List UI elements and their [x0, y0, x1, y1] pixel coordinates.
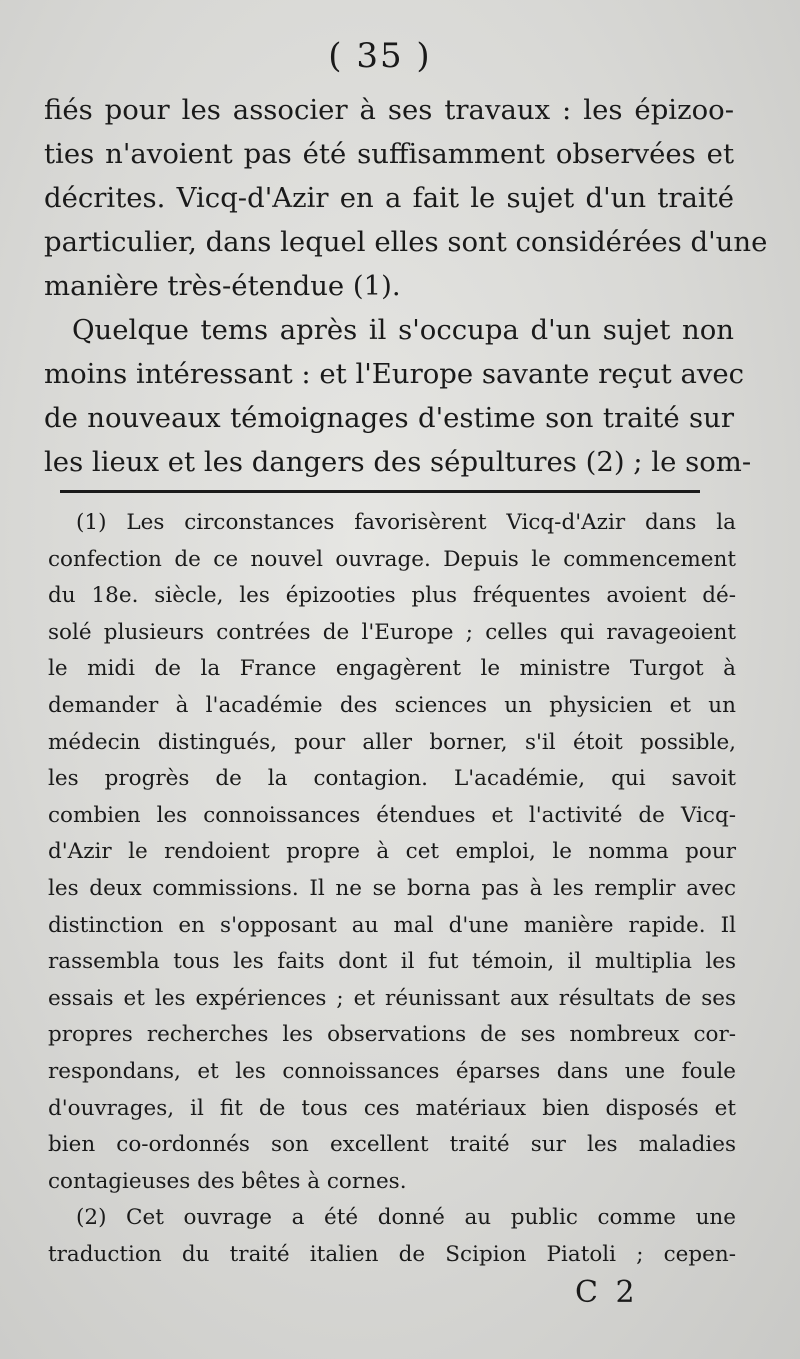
main-text — [44, 88, 768, 484]
text-line: décrites. Vicq-d'Azir en a fait le sujet d'un traité — [44, 182, 734, 214]
text-line: Quelque tems après il s'occupa d'un sujet non — [72, 314, 734, 346]
signature-mark: C 2 — [575, 1275, 639, 1310]
footnote-line: médecin distingués, pour aller borner, s'il étoit possible, — [48, 729, 736, 755]
text-line: les lieux et les dangers des sépultures (2) ; le som- — [44, 446, 752, 478]
footnote-line: demander à l'académie des sciences un physicien et un — [48, 692, 736, 718]
footnote-line: combien les connoissances étendues et l'activité de Vicq- — [48, 802, 736, 828]
footnote-line: d'Azir le rendoient propre à cet emploi, le nomma pour — [48, 839, 736, 865]
footnote-line: du 18e. siècle, les épizooties plus fréquentes avoient dé- — [48, 583, 736, 609]
footnote-line: le midi de la France engagèrent le ministre Turgot à — [48, 656, 736, 682]
text-line: moins intéressant : et l'Europe savante reçut avec — [44, 358, 745, 390]
footnote-line: (1) Les circonstances favorisèrent Vicq-d'Azir dans la — [76, 510, 736, 535]
footnote-line: bien co-ordonnés son excellent traité sur les maladies — [48, 1132, 736, 1158]
footnote-line: d'ouvrages, il fit de tous ces matériaux bien disposés et — [48, 1095, 736, 1121]
text-line: particulier, dans lequel elles sont considérées d'une — [44, 226, 768, 258]
footnote-line: confection de ce nouvel ouvrage. Depuis le commencement — [48, 546, 736, 572]
footnote-line: solé plusieurs contrées de l'Europe ; celles qui ravageoient — [48, 619, 736, 645]
footnote-line: propres recherches les observations de ses nombreux cor- — [48, 1022, 736, 1048]
footnote-line: (2) Cet ouvrage a été donné au public comme une — [76, 1205, 736, 1231]
text-line: ties n'avoient pas été suffisamment observées et — [44, 138, 734, 170]
text-line: manière très-étendue (1). — [44, 270, 401, 302]
text-line: de nouveaux témoignages d'estime son traité sur — [44, 402, 734, 434]
footnote-line: rassembla tous les faits dont il fut témoin, il multiplia les — [48, 949, 736, 975]
footnote-line: essais et les expériences ; et réunissant aux résultats de ses — [48, 985, 736, 1011]
footnotes — [48, 505, 736, 1273]
footnote-line: traduction du traité italien de Scipion Piatoli ; cepen- — [48, 1241, 736, 1267]
footnote-divider — [60, 490, 700, 493]
page-number: ( 35 ) — [328, 36, 432, 76]
footnote-line: contagieuses des bêtes à cornes. — [48, 1168, 407, 1194]
footnote-line: respondans, et les connoissances éparses dans une foule — [48, 1058, 736, 1084]
footnote-line: les deux commissions. Il ne se borna pas à les remplir avec — [48, 875, 736, 901]
text-line: fiés pour les associer à ses travaux : les épizoo- — [44, 94, 734, 126]
footnote-line: distinction en s'opposant au mal d'une manière rapide. Il — [48, 912, 736, 938]
footnote-line: les progrès de la contagion. L'académie, qui savoit — [48, 766, 736, 792]
